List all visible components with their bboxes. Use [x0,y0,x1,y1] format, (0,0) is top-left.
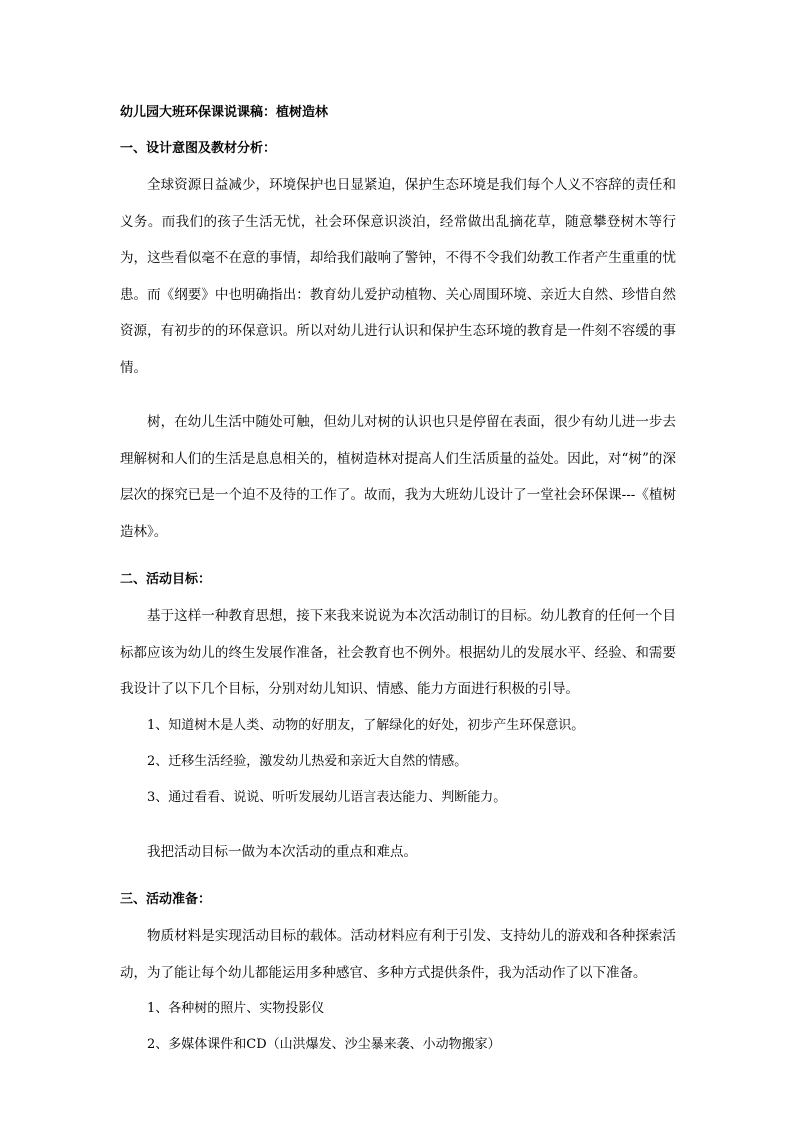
paragraph-activity-goals-intro: 基于这样一种教育思想，接下来我来说说为本次活动制订的目标。幼儿教育的任何一个目标都应该为幼儿的终生发展作准备，社会教育也不例外。根据幼儿的发展水平、经验、和需要我设计了以下几个目标，分别对幼儿知识、情感、能力方面进行积极的引导。 [120,608,676,697]
paragraph-key-points: 我把活动目标一做为本次活动的重点和难点。 [147,843,417,860]
preparation-item-1: 1、各种树的照片、实物投影仪 [147,1001,325,1016]
goal-item-2: 2、迁移生活经验，激发幼儿热爱和亲近大自然的情感。 [147,753,468,769]
section-heading-design-intent: 一、设计意图及教材分析： [120,141,277,156]
paragraph-activity-preparation: 物质材料是实现活动目标的载体。活动材料应有利于引发、支持幼儿的游戏和各种探索活动，为了能让每个幼儿都能运用多种感官、多种方式提供条件，我为活动作了以下准备。 [120,928,676,981]
section-heading-activity-goals: 二、活动目标： [120,572,212,587]
document-title: 幼儿园大班环保课说课稿：植树造林 [120,105,329,120]
paragraph-design-intent-1: 全球资源日益减少，环境保护也日显紧迫，保护生态环境是我们每个人义不容辞的责任和义务。而我们的孩子生活无忧，社会环保意识淡泊，经常做出乱摘花草，随意攀登树木等行为，这些看似毫不在意的事情，却给我们敲响了警钟，不得不令我们幼教工作者产生重重的忧患。而《纲要》中也明确指出：教育幼儿爱护动植物、关心周围环境、亲近大自然、珍惜自然资源，有初步的的环保意识。所以对幼儿进行认识和保护生态环境的教育是一件刻不容缓的事情。 [120,177,676,376]
goal-item-3: 3、通过看看、说说、听听发展幼儿语言表达能力、判断能力。 [147,789,507,805]
goal-item-1: 1、知道树木是人类、动物的好朋友，了解绿化的好处，初步产生环保意识。 [147,717,585,733]
paragraph-design-intent-2: 树，在幼儿生活中随处可触，但幼儿对树的认识也只是停留在表面，很少有幼儿进一步去理解树和人们的生活是息息相关的，植树造林对提高人们生活质量的益处。因此，对“树”的深层次的探究已是一个迫不及待的工作了。故而，我为大班幼儿设计了一堂社会环保课---《植树造林》。 [120,414,676,540]
section-heading-activity-preparation: 三、活动准备： [120,892,212,907]
preparation-item-2: 2、多媒体课件和CD（山洪爆发、沙尘暴来袭、小动物搬家） [147,1037,501,1052]
document-body [120,103,676,1063]
